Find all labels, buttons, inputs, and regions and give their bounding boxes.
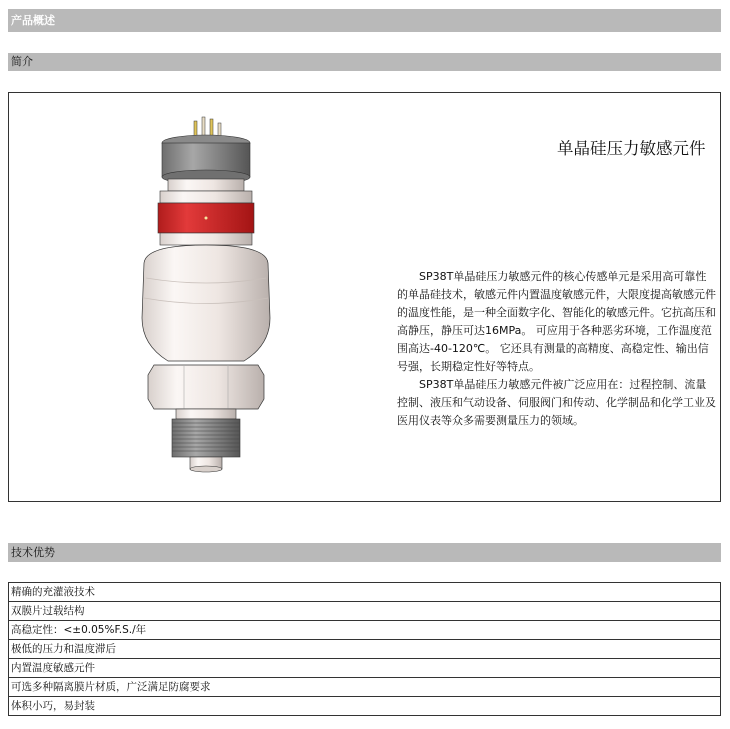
product-description (397, 268, 717, 430)
pressure-sensor-image (124, 113, 284, 478)
product-title: 单晶硅压力敏感元件 (557, 139, 706, 158)
intro-section-header (8, 53, 721, 71)
feature-cell: 极低的压力和温度滞后 (9, 640, 721, 659)
feature-cell: 双膜片过载结构 (9, 602, 721, 621)
advantages-section-title: 技术优势 (11, 546, 55, 559)
description-paragraph: SP38T单晶硅压力敏感元件的核心传感单元是采用高可靠性的单晶硅技术，敏感元件内置温度敏感元件，大限度提高敏感元件的温度性能，是一种全面数字化、智能化的敏感元件。它抗高压和高静压，静压可达16MPa。 可应用于各种恶劣环境，工作温度范围高达-40-120℃。 它还具有测量的高精度、高稳定性、输出信号强，长期稳定性好等特点。 (397, 270, 716, 373)
feature-cell: 内置温度敏感元件 (9, 659, 721, 678)
table-row (9, 678, 721, 697)
table-row (9, 640, 721, 659)
intro-section-title: 简介 (11, 55, 33, 68)
feature-cell: 高稳定性：<±0.05%F.S./年 (9, 621, 721, 640)
feature-cell: 可选多种隔离膜片材质，广泛满足防腐要求 (9, 678, 721, 697)
feature-cell: 精确的充灌液技术 (9, 583, 721, 602)
feature-cell: 体积小巧，易封装 (9, 697, 721, 716)
product-intro-box (8, 92, 721, 502)
table-row (9, 697, 721, 716)
table-row (9, 621, 721, 640)
overview-section-header (8, 9, 721, 32)
overview-section-title: 产品概述 (11, 14, 55, 27)
description-paragraph: SP38T单晶硅压力敏感元件被广泛应用在：过程控制、流量控制、液压和气动设备、伺服阀门和传动、化学制品和化学工业及医用仪表等众多需要测量压力的领域。 (397, 378, 716, 427)
advantages-section-header (8, 543, 721, 562)
table-row (9, 583, 721, 602)
table-row (9, 602, 721, 621)
table-row (9, 659, 721, 678)
features-table (8, 582, 721, 716)
